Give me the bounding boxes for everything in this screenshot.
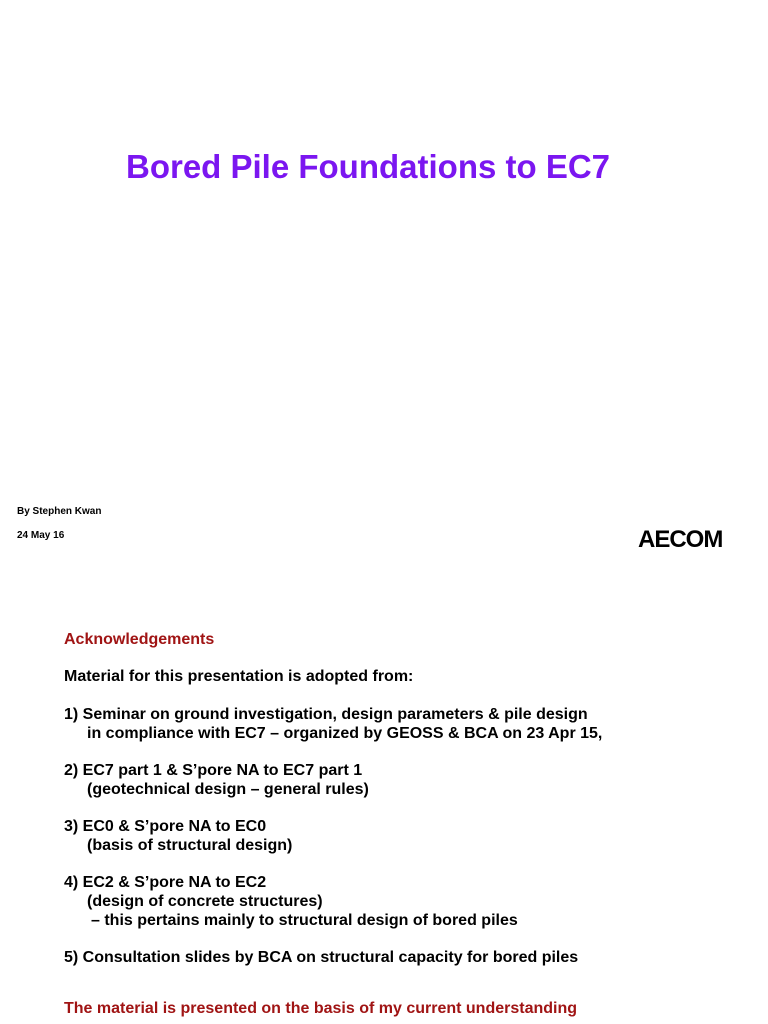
- slide-acknowledgements: [0, 578, 768, 1024]
- list-item: [64, 948, 744, 967]
- list-item-line: 4) EC2 & S’pore NA to EC2: [64, 874, 267, 891]
- list-item: [64, 873, 744, 930]
- list-item: [64, 761, 744, 799]
- list-item-line: (basis of structural design): [87, 837, 293, 854]
- aecom-logo: AECOM: [638, 526, 723, 553]
- list-item-line: – this pertains mainly to structural design of bored piles: [91, 912, 518, 929]
- list-item-line: 3) EC0 & S’pore NA to EC0: [64, 818, 267, 835]
- list-item-line: (design of concrete structures): [87, 893, 323, 910]
- list-item-line: 5) Consultation slides by BCA on structural capacity for bored piles: [64, 949, 579, 966]
- author-name: By Stephen Kwan: [17, 506, 102, 517]
- source-list: [64, 705, 744, 985]
- list-item-line: (geotechnical design – general rules): [87, 781, 369, 798]
- list-item-line: 1) Seminar on ground investigation, design parameters & pile design: [64, 706, 588, 723]
- list-item: [64, 705, 744, 743]
- list-item: [64, 817, 744, 855]
- page-title: Bored Pile Foundations to EC7: [125, 148, 611, 185]
- acknowledgements-heading: Acknowledgements: [64, 631, 215, 648]
- list-item-line: in compliance with EC7 – organized by GEOSS & BCA on 23 Apr 15,: [87, 725, 603, 742]
- closing-statement: The material is presented on the basis of my current understanding: [64, 1000, 577, 1017]
- list-item-line: 2) EC7 part 1 & S’pore NA to EC7 part 1: [64, 762, 363, 779]
- intro-text: Material for this presentation is adopted from:: [64, 668, 414, 685]
- presentation-date: 24 May 16: [17, 530, 65, 541]
